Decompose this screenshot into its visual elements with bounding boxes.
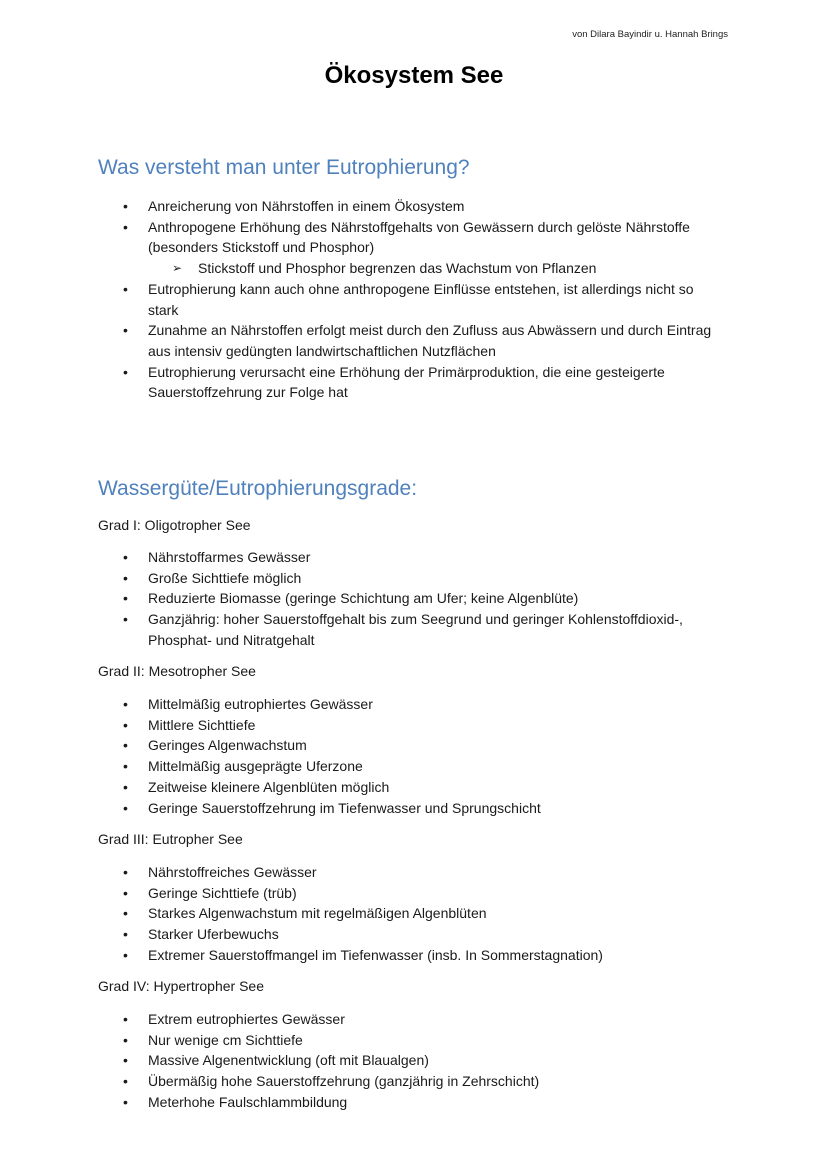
- list-item: • Nährstoffreiches Gewässer: [98, 862, 738, 883]
- page-title: Ökosystem See: [324, 62, 504, 89]
- list-item: • Geringe Sauerstoffzehrung im Tiefenwasser und Sprungschicht: [98, 798, 738, 819]
- list-item: • Nährstoffarmes Gewässer: [98, 547, 738, 568]
- eutrophierung-list: [98, 196, 738, 403]
- list-item-line: Sauerstoffzehrung zur Folge hat: [148, 384, 348, 401]
- list-item-line: Anthropogene Erhöhung des Nährstoffgehalts von Gewässern durch gelöste Nährstoffe: [148, 218, 690, 235]
- list-item: • Extremer Sauerstoffmangel im Tiefenwasser (insb. In Sommerstagnation): [98, 945, 738, 966]
- grade-1-list: [98, 547, 738, 651]
- list-item: • Mittelmäßig ausgeprägte Uferzone: [98, 756, 738, 777]
- list-item: • Starkes Algenwachstum mit regelmäßigen Algenblüten: [98, 903, 738, 924]
- section-heading-wasserguete: Wassergüte/Eutrophierungsgrade:: [98, 477, 418, 500]
- list-item-line: aus intensiv gedüngten landwirtschaftlichen Nutzflächen: [148, 342, 496, 359]
- list-item: • Nur wenige cm Sichttiefe: [98, 1030, 738, 1051]
- list-item: • Massive Algenentwicklung (oft mit Blaualgen): [98, 1050, 738, 1071]
- list-item: • Geringes Algenwachstum: [98, 735, 738, 756]
- list-item-line: Phosphat- und Nitratgehalt: [148, 631, 315, 648]
- list-item: • Mittelmäßig eutrophiertes Gewässer: [98, 694, 738, 715]
- list-item: • Extrem eutrophiertes Gewässer: [98, 1009, 738, 1030]
- list-item: • Geringe Sichttiefe (trüb): [98, 883, 738, 904]
- grade-label-2: Grad II: Mesotropher See: [98, 663, 256, 679]
- list-item-line: (besonders Stickstoff und Phosphor): [148, 239, 375, 256]
- list-item-line: Eutrophierung verursacht eine Erhöhung der Primärproduktion, die eine gesteigerte: [148, 363, 665, 380]
- list-item: [98, 279, 738, 320]
- grade-label-3: Grad III: Eutropher See: [98, 831, 243, 847]
- grade-4-list: [98, 1009, 738, 1113]
- list-item-line: Ganzjährig: hoher Sauerstoffgehalt bis zum Seegrund und geringer Kohlenstoffdioxid-,: [148, 611, 683, 628]
- list-item-line: Zunahme an Nährstoffen erfolgt meist durch den Zufluss aus Abwässern und durch Eintrag: [148, 322, 712, 339]
- list-item: • Meterhohe Faulschlammbildung: [98, 1092, 738, 1113]
- list-item: • Starker Uferbewuchs: [98, 924, 738, 945]
- list-item: • Mittlere Sichttiefe: [98, 715, 738, 736]
- grade-label-4: Grad IV: Hypertropher See: [98, 978, 265, 994]
- list-item: [98, 320, 738, 361]
- list-item: • Große Sichttiefe möglich: [98, 568, 738, 589]
- list-item: [98, 609, 738, 650]
- list-item: • Reduzierte Biomasse (geringe Schichtung am Ufer; keine Algenblüte): [98, 588, 738, 609]
- section-heading-eutrophierung: Was versteht man unter Eutrophierung?: [98, 156, 470, 179]
- list-item: • Anreicherung von Nährstoffen in einem Ökosystem: [98, 196, 738, 217]
- list-item-line: Eutrophierung kann auch ohne anthropogene Einflüsse entstehen, ist allerdings nicht so: [148, 280, 694, 297]
- list-item-line: stark: [148, 301, 179, 318]
- list-item: • Zeitweise kleinere Algenblüten möglich: [98, 777, 738, 798]
- grade-3-list: [98, 862, 738, 966]
- sub-list-item: ➢ Stickstoff und Phosphor begrenzen das Wachstum von Pflanzen: [98, 258, 738, 279]
- grade-2-list: [98, 694, 738, 818]
- list-item: [98, 362, 738, 403]
- grade-label-1: Grad I: Oligotropher See: [98, 517, 251, 533]
- list-item: [98, 217, 738, 258]
- list-item: • Übermäßig hohe Sauerstoffzehrung (ganzjährig in Zehrschicht): [98, 1071, 738, 1092]
- author-line: von Dilara Bayindir u. Hannah Brings: [572, 29, 728, 40]
